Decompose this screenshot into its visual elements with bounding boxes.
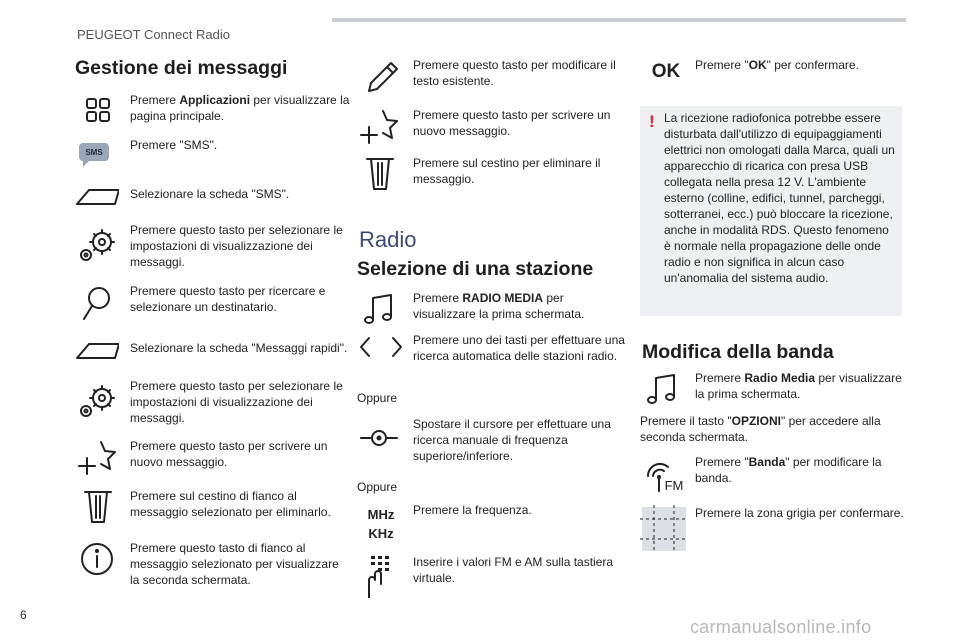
page-number: 6 — [20, 608, 27, 622]
options-instruction: Premere il tasto "OPZIONI" per accedere alla seconda schermata. — [640, 414, 881, 444]
slider-cursor-icon — [357, 416, 401, 456]
pencil-icon — [357, 57, 401, 97]
ok-icon — [640, 57, 684, 97]
trash-icon — [75, 488, 119, 528]
warning-text: La ricezione radiofonica potrebbe essere disturbata dall'utilizzo di equipaggiamenti elettrici non omologati dalla Marca, quali un apparecchio di ricarica con presa USB collegata nella presa 12 V. L'ambiente esterno (colline, edifici, tunnel, parcheggi, sotterranei, ecc.) può bloccare la ricezione, anche in modalità RDS. Questo fenomeno è normale nella propagazione delle onde radio e non significa in alcun caso un'anomalia del sistema audio. — [664, 111, 895, 285]
gears-icon — [75, 222, 119, 262]
fm-radio-icon — [640, 454, 684, 494]
svg-text:KHz: KHz — [368, 526, 394, 541]
tab-shape-icon — [75, 340, 119, 380]
header-title: PEUGEOT Connect Radio — [77, 27, 230, 42]
music-note-icon — [357, 290, 401, 330]
heading-station: Selezione di una stazione — [357, 258, 594, 280]
svg-text:SMS: SMS — [85, 148, 103, 157]
chevrons-icon — [357, 332, 401, 372]
trash-icon — [357, 155, 401, 195]
tab-shape-icon — [75, 186, 119, 226]
heading-messages: Gestione dei messaggi — [75, 57, 288, 79]
section-title-radio: Radio — [359, 227, 417, 252]
sms-bubble-icon — [75, 137, 119, 177]
watermark: carmanualsonline.info — [690, 617, 872, 637]
grey-zone-icon — [640, 505, 684, 545]
svg-text:FM: FM — [664, 478, 684, 493]
mhz-khz-icon — [357, 502, 401, 542]
magnifier-icon — [75, 283, 119, 323]
music-note-icon — [640, 370, 684, 410]
warning-mark: ! — [649, 112, 655, 131]
star-plus-icon — [357, 107, 401, 147]
info-icon — [75, 540, 119, 580]
header-bar — [332, 18, 906, 22]
svg-text:MHz: MHz — [367, 507, 395, 522]
gears-icon — [75, 378, 119, 418]
oppure-label: Oppure — [357, 480, 398, 494]
star-plus-icon — [75, 438, 119, 478]
warning-note — [640, 106, 902, 316]
heading-band: Modifica della banda — [642, 341, 834, 363]
keypad-icon — [357, 554, 401, 594]
oppure-label: Oppure — [357, 391, 398, 405]
svg-text:OK: OK — [651, 61, 681, 82]
apps-grid-icon — [75, 92, 119, 132]
page-header — [0, 0, 960, 44]
